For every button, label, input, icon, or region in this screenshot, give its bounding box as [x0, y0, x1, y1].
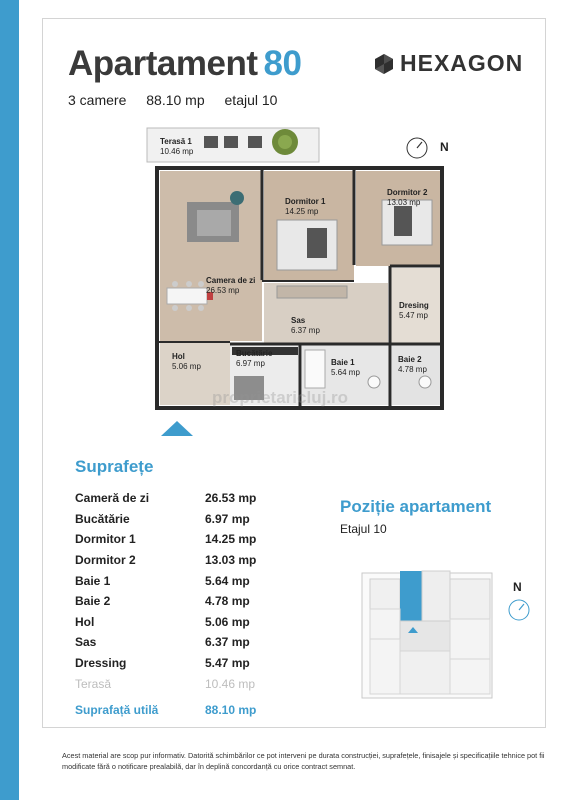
table-row: Dormitor 2 13.03 mp — [75, 553, 257, 568]
apartment-number: 80 — [263, 44, 302, 83]
side-accent-bar — [0, 0, 19, 800]
table-row: Sas 6.37 mp — [75, 635, 250, 650]
hexagon-logo — [373, 50, 523, 77]
title-word: Apartament — [68, 44, 258, 83]
room-label-dormitor-2: Dormitor 2 13.03 mp — [387, 188, 428, 207]
room-label-dormitor-1: Dormitor 1 14.25 mp — [285, 197, 326, 216]
table-row: Dormitor 1 14.25 mp — [75, 532, 257, 547]
terrace-chair — [224, 136, 238, 148]
table-row: Bucătărie 6.97 mp — [75, 511, 250, 526]
toilet — [368, 376, 380, 388]
north-label: N — [440, 140, 449, 154]
terrace-chair — [204, 136, 218, 148]
bathtub — [305, 350, 325, 388]
bath2-floor — [392, 345, 440, 405]
building-key-plan — [360, 565, 500, 703]
table-row: Dressing 5.47 mp — [75, 656, 250, 671]
surfaces-title: Suprafețe — [75, 457, 154, 476]
apartment-summary — [68, 92, 293, 108]
dining-table — [167, 288, 207, 304]
table-row: Cameră de zi 26.53 mp — [75, 491, 257, 506]
total-area: 88.10 mp — [146, 92, 205, 108]
room-label-dresing: Dresing 5.47 mp — [399, 301, 429, 320]
position-floor: Etajul 10 — [340, 522, 387, 536]
north-label: N — [513, 580, 522, 594]
hexagon-icon — [373, 53, 395, 75]
table-row-terrace: Terasă 10.46 mp — [75, 676, 256, 691]
room-label-bucatarie: Bucătărie 6.97 mp — [236, 349, 273, 368]
floor-level: etajul 10 — [224, 92, 278, 108]
table-row: Baie 2 4.78 mp — [75, 594, 250, 609]
room-label-baie-2: Baie 2 4.78 mp — [398, 355, 427, 374]
armchair — [230, 191, 244, 205]
table-row: Baie 1 5.64 mp — [75, 573, 250, 588]
position-title: Poziție apartament — [340, 497, 492, 516]
room-label-sas: Sas 6.37 mp — [291, 316, 320, 335]
living-floor — [160, 171, 262, 341]
page-title — [68, 44, 301, 84]
terrace-chair — [248, 136, 262, 148]
brand-name: HEXAGON — [400, 50, 524, 76]
room-label-terasa: Terasă 1 10.46 mp — [160, 137, 194, 156]
room-label-hol: Hol 5.06 mp — [172, 352, 201, 371]
toilet — [419, 376, 431, 388]
highlighted-apartment — [400, 571, 422, 621]
compass-icon — [405, 136, 429, 160]
room-label-baie-1: Baie 1 5.64 mp — [331, 358, 360, 377]
compass-icon — [507, 598, 531, 622]
floor-plan — [142, 120, 452, 420]
entrance-arrow-icon — [161, 421, 193, 436]
rooms-count: 3 camere — [68, 92, 127, 108]
surfaces-table — [75, 488, 315, 721]
watermark: proprietaricluj.ro — [212, 388, 349, 407]
table-row-total: Suprafață utilă 88.10 mp — [75, 703, 257, 718]
disclaimer-text: Acest material are scop pur informativ. Datorită schimbărilor ce pot interveni pe durata construcției, suprafețele, finisajele și specificațiile tehnice pot fii modificate fără o notificare prealabilă, dar în deplină concordanță cu orice contract semnat. — [62, 751, 545, 771]
wardrobe — [277, 286, 347, 298]
room-label-camera-de-zi: Camera de zi 26.53 mp — [206, 276, 256, 295]
table-row: Hol 5.06 mp — [75, 614, 250, 629]
